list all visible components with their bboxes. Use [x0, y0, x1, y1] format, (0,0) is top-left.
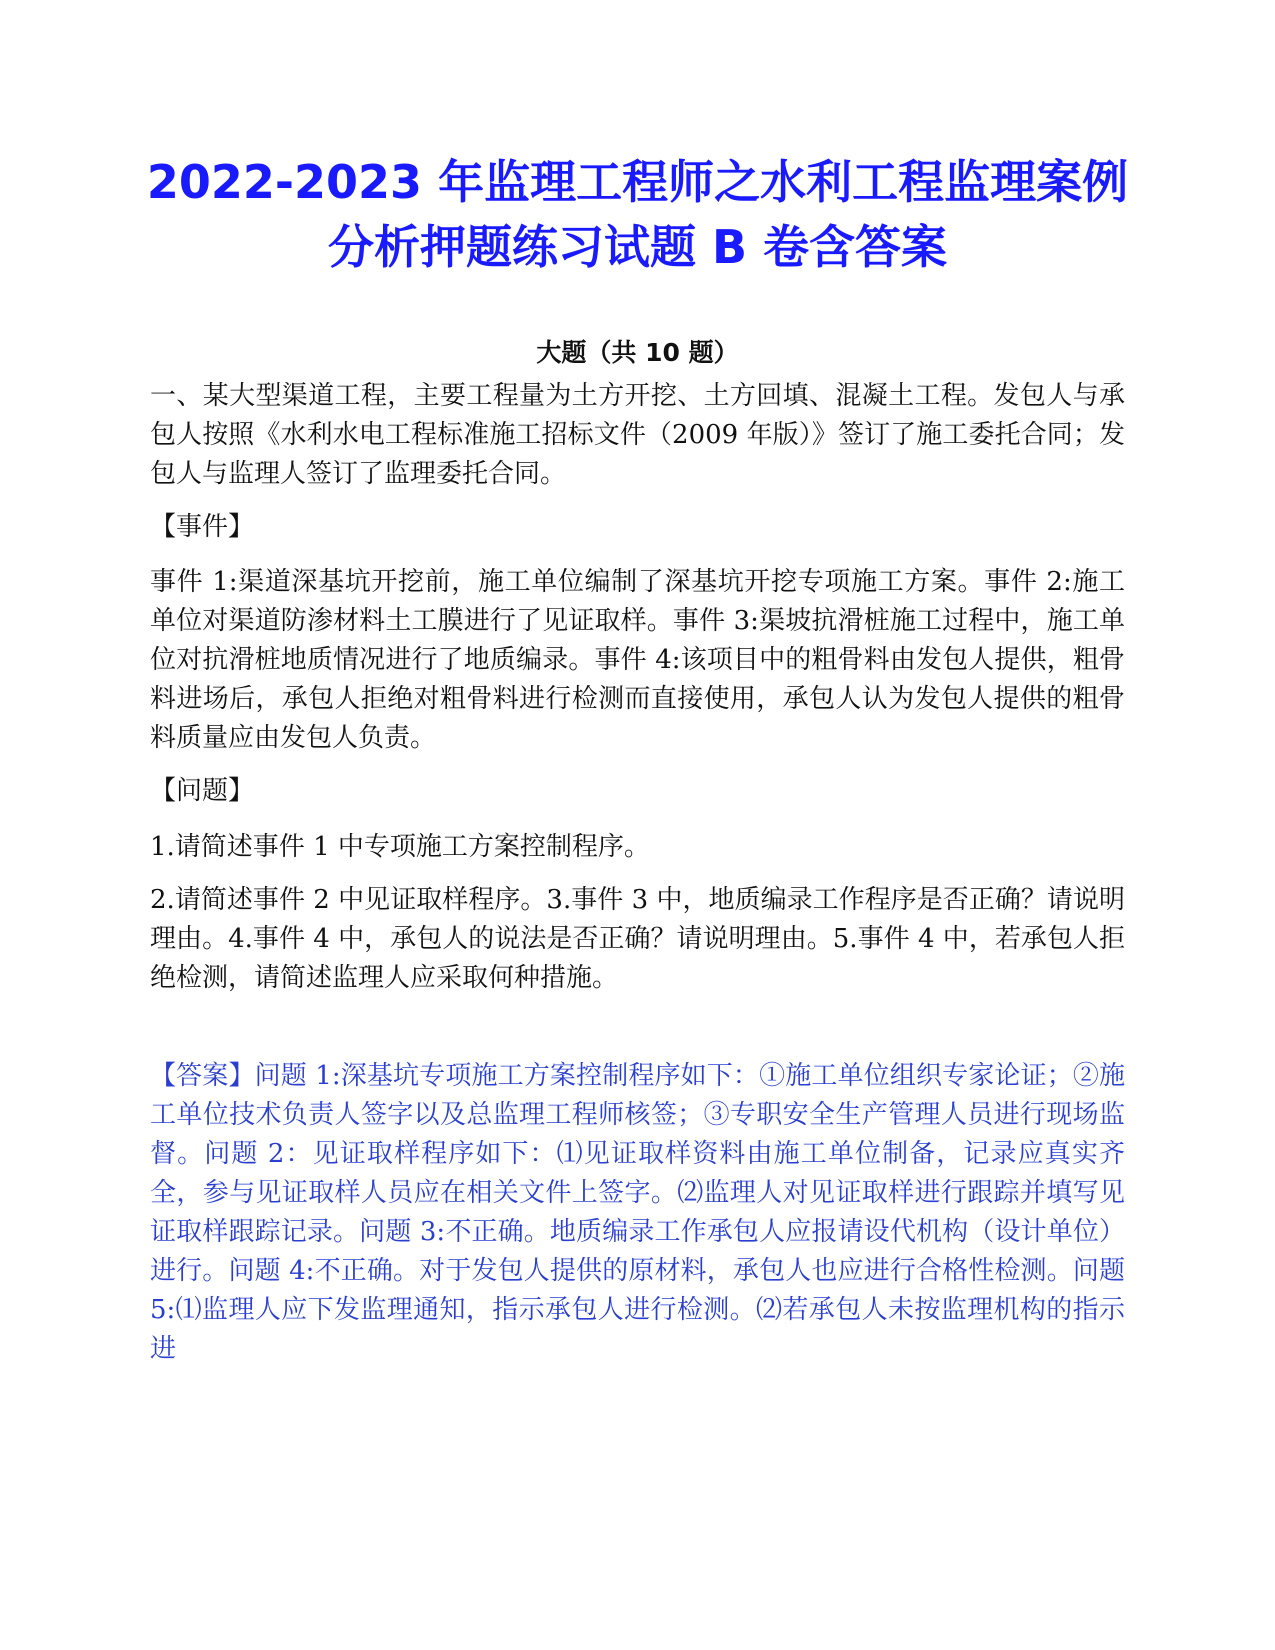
questions-2-5: 2.请简述事件 2 中见证取样程序。3.事件 3 中，地质编录工作程序是否正确？请说明理由。4.事件 4 中，承包人的说法是否正确？请说明理由。5.事件 4 中，若承包人拒绝检测，请简述监理人应采取何种措施。 [150, 885, 1125, 993]
section-heading: 大题（共 10 题） [536, 338, 739, 367]
answer-text: 【答案】问题 1:深基坑专项施工方案控制程序如下：①施工单位组织专家论证；②施工单位技术负责人签字以及总监理工程师核签；③专职安全生产管理人员进行现场监督。问题 2：见证取样程序如下：⑴见证取样资料由施工单位制备，记录应真实齐全，参与见证取样人员应在相关文件上签字。⑵监理人对见证取样进行跟踪并填写见证取样跟踪记录。问题 3:不正确。地质编录工作承包人应报请设代机构（设计单位）进行。问题 4:不正确。对于发包人提供的原材料，承包人也应进行合格性检测。问题 5:⑴监理人应下发监理通知，指示承包人进行检测。⑵若承包人未按监理机构的指示进 [150, 1061, 1125, 1364]
document-title: 2022-2023 年监理工程师之水利工程监理案例分析押题练习试题 B 卷含答案 [146, 155, 1129, 274]
events-text: 事件 1:渠道深基坑开挖前，施工单位编制了深基坑开挖专项施工方案。事件 2:施工单位对渠道防渗材料土工膜进行了见证取样。事件 3:渠坡抗滑桩施工过程中，施工单位对抗滑桩地质情况进行了地质编录。事件 4:该项目中的粗骨料由发包人提供，粗骨料进场后，承包人拒绝对粗骨料进行检测而直接使用，承包人认为发包人提供的粗骨料质量应由发包人负责。 [150, 567, 1125, 753]
events-heading: 【事件】 [150, 512, 255, 542]
question-intro: 一、某大型渠道工程，主要工程量为土方开挖、土方回填、混凝土工程。发包人与承包人按照《水利水电工程标准施工招标文件（2009 年版）》签订了施工委托合同；发包人与监理人签订了监理委托合同。 [150, 381, 1125, 489]
questions-heading: 【问题】 [150, 776, 255, 806]
question-1: 1.请简述事件 1 中专项施工方案控制程序。 [150, 832, 650, 862]
